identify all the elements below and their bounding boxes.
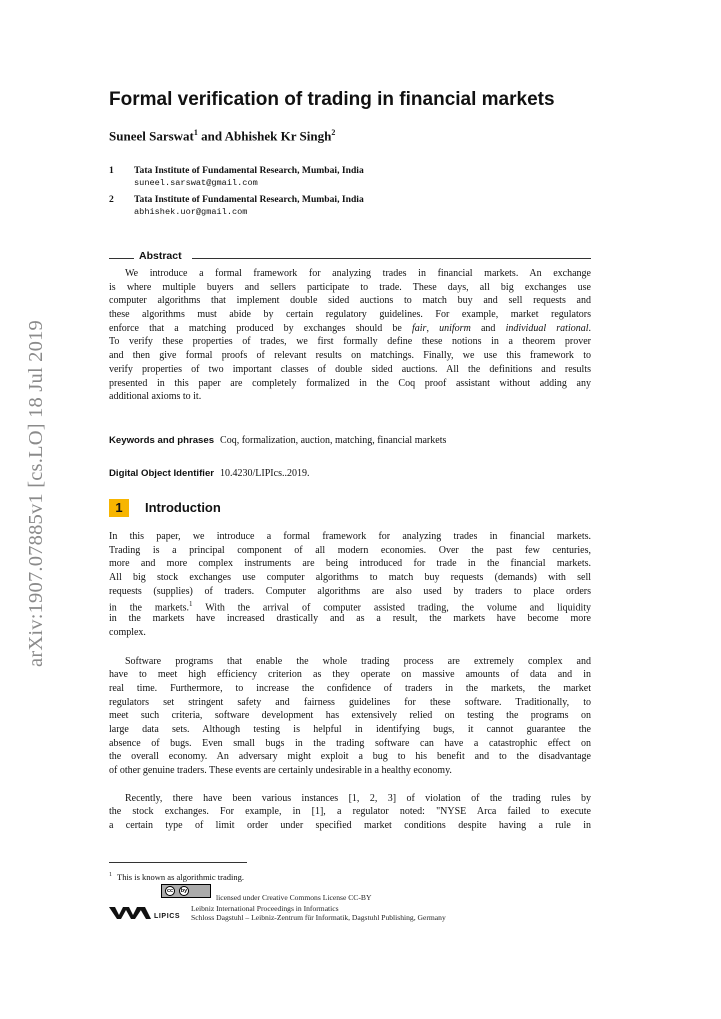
author-name: Abhishek Kr Singh xyxy=(224,128,332,144)
abstract-line: verify properties of two important classes of double sided auctions. All the definitions and results xyxy=(109,363,591,375)
lipics-wordmark: LIPICS xyxy=(154,912,181,920)
footnote xyxy=(109,872,244,882)
body-line: a certain type of limit order under specified market conditions despite having a rule in xyxy=(109,819,591,831)
author-name: Suneel Sarswat xyxy=(109,128,194,144)
abstract-line: To verify these properties of trades, we first formally define these notions in a theorem prover xyxy=(109,336,591,348)
author-conjunction: and xyxy=(201,128,223,144)
term-uniform: uniform xyxy=(439,322,471,334)
proceedings-text: Leibniz International Proceedings in Informatics xyxy=(191,903,339,913)
cc-logo-icon: cc xyxy=(166,888,174,894)
body-line: real time. Furthermore, to increase the confidence of traders in the markets, the market xyxy=(109,682,591,694)
body-line: large data sets. Although testing is helpful in identifying bugs, it cannot guarantee the xyxy=(109,723,591,735)
affiliation-mark: 2 xyxy=(331,128,336,137)
by-attribution-icon: by xyxy=(180,888,188,894)
abstract-header xyxy=(109,250,591,264)
term-individual-rational: individual rational xyxy=(505,322,589,334)
section-title: Introduction xyxy=(145,500,221,515)
body-line: in the markets.$^1$ With the arrival of computer assisted trading, the volume and liquidity xyxy=(109,600,592,614)
keywords xyxy=(109,435,446,446)
arxiv-identifier: arXiv:1907.07885v1 [cs.LO] 18 Jul 2019 xyxy=(24,319,47,667)
footnote-rule xyxy=(109,862,247,863)
body-line: have to meet high efficiency criterion as they operate on massive amounts of data and in xyxy=(109,669,591,681)
footnote-text: This is known as algorithmic trading. xyxy=(117,872,245,882)
abstract-line: We introduce a formal framework for analyzing trades in financial markets. An exchange xyxy=(125,268,591,279)
abstract-rule-left xyxy=(109,258,134,259)
body-line: regulators set stringent safety and fairness guidelines for these software. Traditionally, to xyxy=(109,696,591,708)
abstract-line: enforce that a matching produced by exchanges should be fair, uniform and individual rational. xyxy=(109,322,591,334)
affiliation-institution: Tata Institute of Fundamental Research, Mumbai, India xyxy=(134,194,364,205)
keywords-label: Keywords and phrases xyxy=(109,435,215,446)
intro-paragraph xyxy=(109,655,591,778)
section-number: 1 xyxy=(109,499,129,517)
affiliation-number: 1 xyxy=(109,165,114,176)
body-line: Trading is a principal component of all modern economies. Over the past few centuries, xyxy=(109,544,591,556)
abstract-rule-right xyxy=(192,258,591,259)
abstract-line: these algorithms must abide by certain regulatory guidelines. For example, market regulators xyxy=(109,309,591,321)
keywords-value: Coq, formalization, auction, matching, financial markets xyxy=(220,435,447,446)
abstract-line: presented in this paper are completely formalized in the Coq proof assistant without adding any xyxy=(109,377,591,389)
lipics-logo-icon xyxy=(109,904,151,920)
footnote-number: 1 xyxy=(109,872,112,879)
paper-title: Formal verification of trading in financial markets xyxy=(109,89,555,110)
doi-label: Digital Object Identifier xyxy=(109,468,215,479)
abstract-label: Abstract xyxy=(139,250,182,262)
body-line: In this paper, we introduce a formal framework for analyzing trades in financial markets. xyxy=(109,531,591,542)
abstract-line: and then give formal proofs of relevant results on matchings. Finally, we use this framework to xyxy=(109,350,591,362)
intro-paragraph xyxy=(109,792,591,833)
affiliation-institution: Tata Institute of Fundamental Research, Mumbai, India xyxy=(134,165,364,176)
body-line: absence of bugs. Even small bugs in the trading software can have a catastrophic effect on xyxy=(109,737,591,749)
author-email[interactable]: suneel.sarswat@gmail.com xyxy=(134,178,258,188)
body-line: complex. xyxy=(109,626,146,638)
body-line: the stock exchanges. For example, in [1], a regulator noted: "NYSE Arca failed to execute xyxy=(109,806,591,818)
affiliation-number: 2 xyxy=(109,194,114,205)
doi-value[interactable]: 10.4230/LIPIcs..2019. xyxy=(220,468,310,479)
author-list xyxy=(109,128,335,144)
body-line: Software programs that enable the whole trading process are extremely complex and xyxy=(125,655,591,667)
affiliation-mark: 1 xyxy=(193,128,198,137)
author-email[interactable]: abhishek.uor@gmail.com xyxy=(134,207,248,217)
cc-by-badge-icon[interactable] xyxy=(161,884,211,898)
abstract-line: additional axioms to it. xyxy=(109,391,202,403)
publisher-text: Schloss Dagstuhl – Leibniz-Zentrum für Informatik, Dagstuhl Publishing, Germany xyxy=(191,912,446,922)
body-line: Recently, there have been various instances [1, 2, 3] of violation of the trading rules by xyxy=(125,792,591,804)
license-text: licensed under Creative Commons License CC-BY xyxy=(216,893,372,902)
abstract-line: is where multiple buyers and sellers participate to trade. These days, all big exchanges use xyxy=(109,281,591,293)
body-line: more and more complex instruments are being introduced for trade in the financial markets. xyxy=(109,558,591,570)
body-line: of other genuine traders. These events are certainly undesirable in a healthy economy. xyxy=(109,765,452,776)
body-line: requests (supplies) of traders. Computer algorithms are also used by traders to place orders xyxy=(109,585,591,597)
body-line: meet such criteria, software development has extensively relied on testing the programs on xyxy=(109,710,591,722)
doi xyxy=(109,468,309,479)
abstract-line: computer algorithms that implement double sided auctions to match buy and sell requests and xyxy=(109,295,591,307)
intro-paragraph xyxy=(109,530,591,640)
body-line: the overall economy. An adversary might exploit a bug to his benefit and to the disadvantage xyxy=(109,751,591,763)
footnote-mark[interactable]: 1 xyxy=(189,600,193,609)
body-line: All big stock exchanges use computer algorithms to match buy requests (demands) with sell xyxy=(109,572,591,584)
term-fair: fair xyxy=(412,322,427,334)
abstract-text xyxy=(109,267,591,404)
body-line: in the markets have increased drastically and as a result, the markets have become more xyxy=(109,613,591,625)
